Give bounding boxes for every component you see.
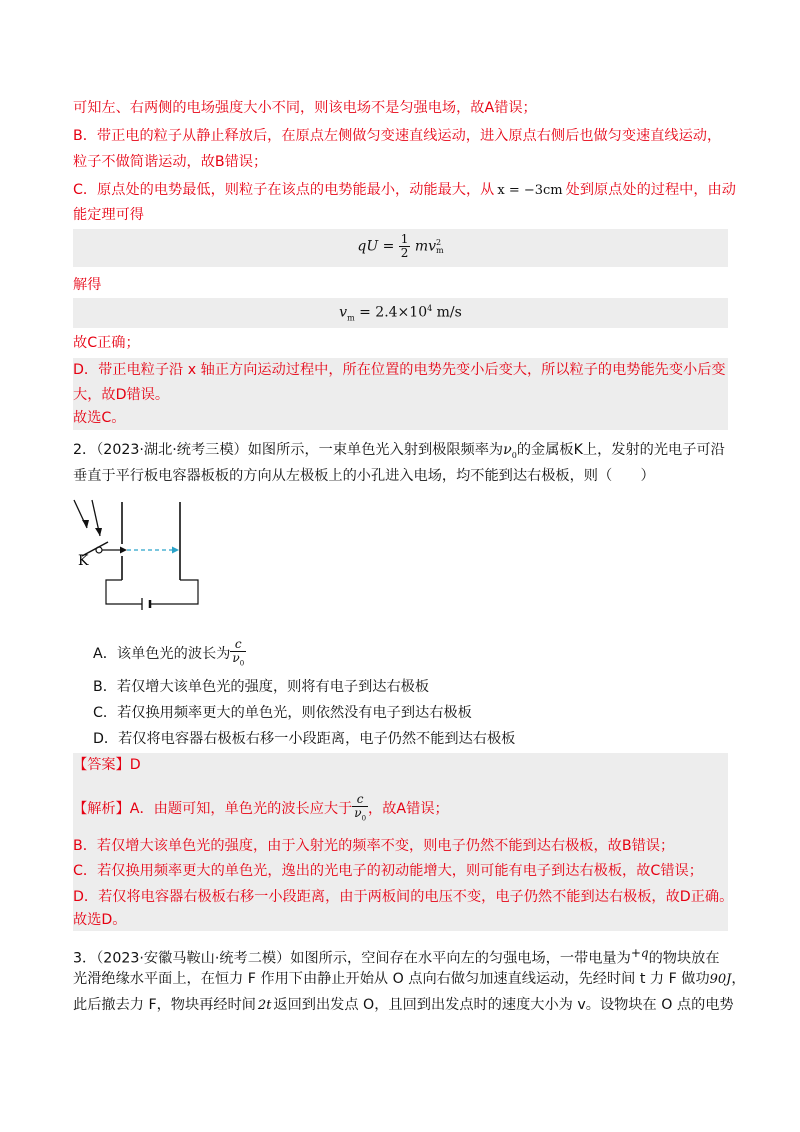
q2-analysis-a: 【解析】A．由题可知，单色光的波长应大于 $\frac{c}{\nu_0}$ ，故A错误； bbox=[73, 792, 449, 823]
prev-b-line2: 粒子不做简谐运动，故B错误； bbox=[73, 154, 268, 170]
light-ray-1-arrow-icon bbox=[82, 520, 89, 528]
equation-vm: $v_m = 2.4\times 10^4$ m/s bbox=[73, 298, 728, 328]
prev-jiede: 解得 bbox=[73, 277, 102, 293]
math-x-value: x = −3cm bbox=[497, 183, 563, 198]
prev-line1: 可知左、右两侧的电场强度大小不同，则该电场不是匀强电场，故A错误； bbox=[73, 100, 537, 116]
prev-choose: 故选C。 bbox=[73, 410, 126, 426]
q3-line1: 3．（2023·安徽马鞍山·统考二模）如图所示，空间存在水平向左的匀强电场，一带电量为$^{+q}$的物块放在 bbox=[73, 946, 720, 967]
prev-d-line2: 大，故D错误。 bbox=[73, 387, 170, 403]
q2-analysis-d: D．若仅将电容器右极板右移一小段距离，由于两板间的电压不变，电子仍然不能到达右极板，故D正确。 bbox=[73, 889, 734, 905]
wire-right bbox=[150, 580, 198, 604]
electron-path-arrow-icon bbox=[172, 547, 179, 554]
q2-stem-line1: 2．（2023·湖北·统考三模）如图所示，一束单色光入射到极限频率为$\nu_0$的金属板K上，发射的光电子可沿 bbox=[73, 442, 725, 460]
q2-analysis-b: B．若仅增大该单色光的强度，由于入射光的频率不变，则电子仍然不能到达右极板，故B错误； bbox=[73, 838, 675, 854]
q2-option-b: B．若仅增大该单色光的强度，则将有电子到达右极板 bbox=[93, 679, 430, 695]
light-ray-2-arrow-icon bbox=[95, 528, 102, 536]
prev-c-line1: C．原点处的电势最低，则粒子在该点的电势能最小，动能最大，从 x = −3cm 处到原点处的过程中，由动 bbox=[73, 182, 736, 198]
photoelectric-circuit-diagram bbox=[70, 498, 220, 613]
prev-c-line2: 能定理可得 bbox=[73, 207, 144, 223]
q2-option-c: C．若仅换用频率更大的单色光，则依然没有电子到达右极板 bbox=[93, 705, 472, 721]
q2-stem-line2: 垂直于平行板电容器板板的方向从左极板上的小孔进入电场，均不能到达右极板，则（ ） bbox=[73, 468, 655, 484]
q3-line2: 光滑绝缘水平面上，在恒力 F 作用下由静止开始从 O 点向右做匀加速直线运动，先经时间 t 力 F 做功90J， bbox=[73, 971, 746, 987]
prev-d-line1: D．带正电粒子沿 x 轴正方向运动过程中，所在位置的电势先变小后变大，所以粒子的电势能先变小后变 bbox=[73, 362, 726, 378]
prev-b-line1: B．带正电的粒子从静止释放后，在原点左侧做匀变速直线运动，进入原点右侧后也做匀变速直线运动， bbox=[73, 128, 722, 144]
electron-arrow-icon bbox=[120, 547, 127, 554]
wire-left bbox=[106, 580, 142, 604]
q3-line3: 此后撤去力 F，物块再经时间 2t 返回到出发点 O，且回到出发点时的速度大小为 v。设物块在 O 点的电势 bbox=[73, 997, 734, 1013]
q2-option-a: A．该单色光的波长为 $\frac{c}{\nu_0}$ bbox=[93, 637, 245, 668]
q2-choose: 故选D。 bbox=[73, 912, 127, 928]
prev-c-correct: 故C正确； bbox=[73, 335, 140, 351]
q2-analysis-c: C．若仅换用频率更大的单色光，逸出的光电子的初动能增大，则可能有电子到达右极板，故C错误； bbox=[73, 863, 703, 879]
q2-option-d: D．若仅将电容器右极板右移一小段距离，电子仍然不能到达右极板 bbox=[93, 731, 516, 747]
q2-answer: 【答案】D bbox=[73, 757, 141, 773]
label-k: K bbox=[78, 553, 89, 569]
electron-source bbox=[96, 547, 102, 553]
equation-qU: qU = $\frac{1}{2}$ mv 2 m bbox=[73, 229, 728, 267]
